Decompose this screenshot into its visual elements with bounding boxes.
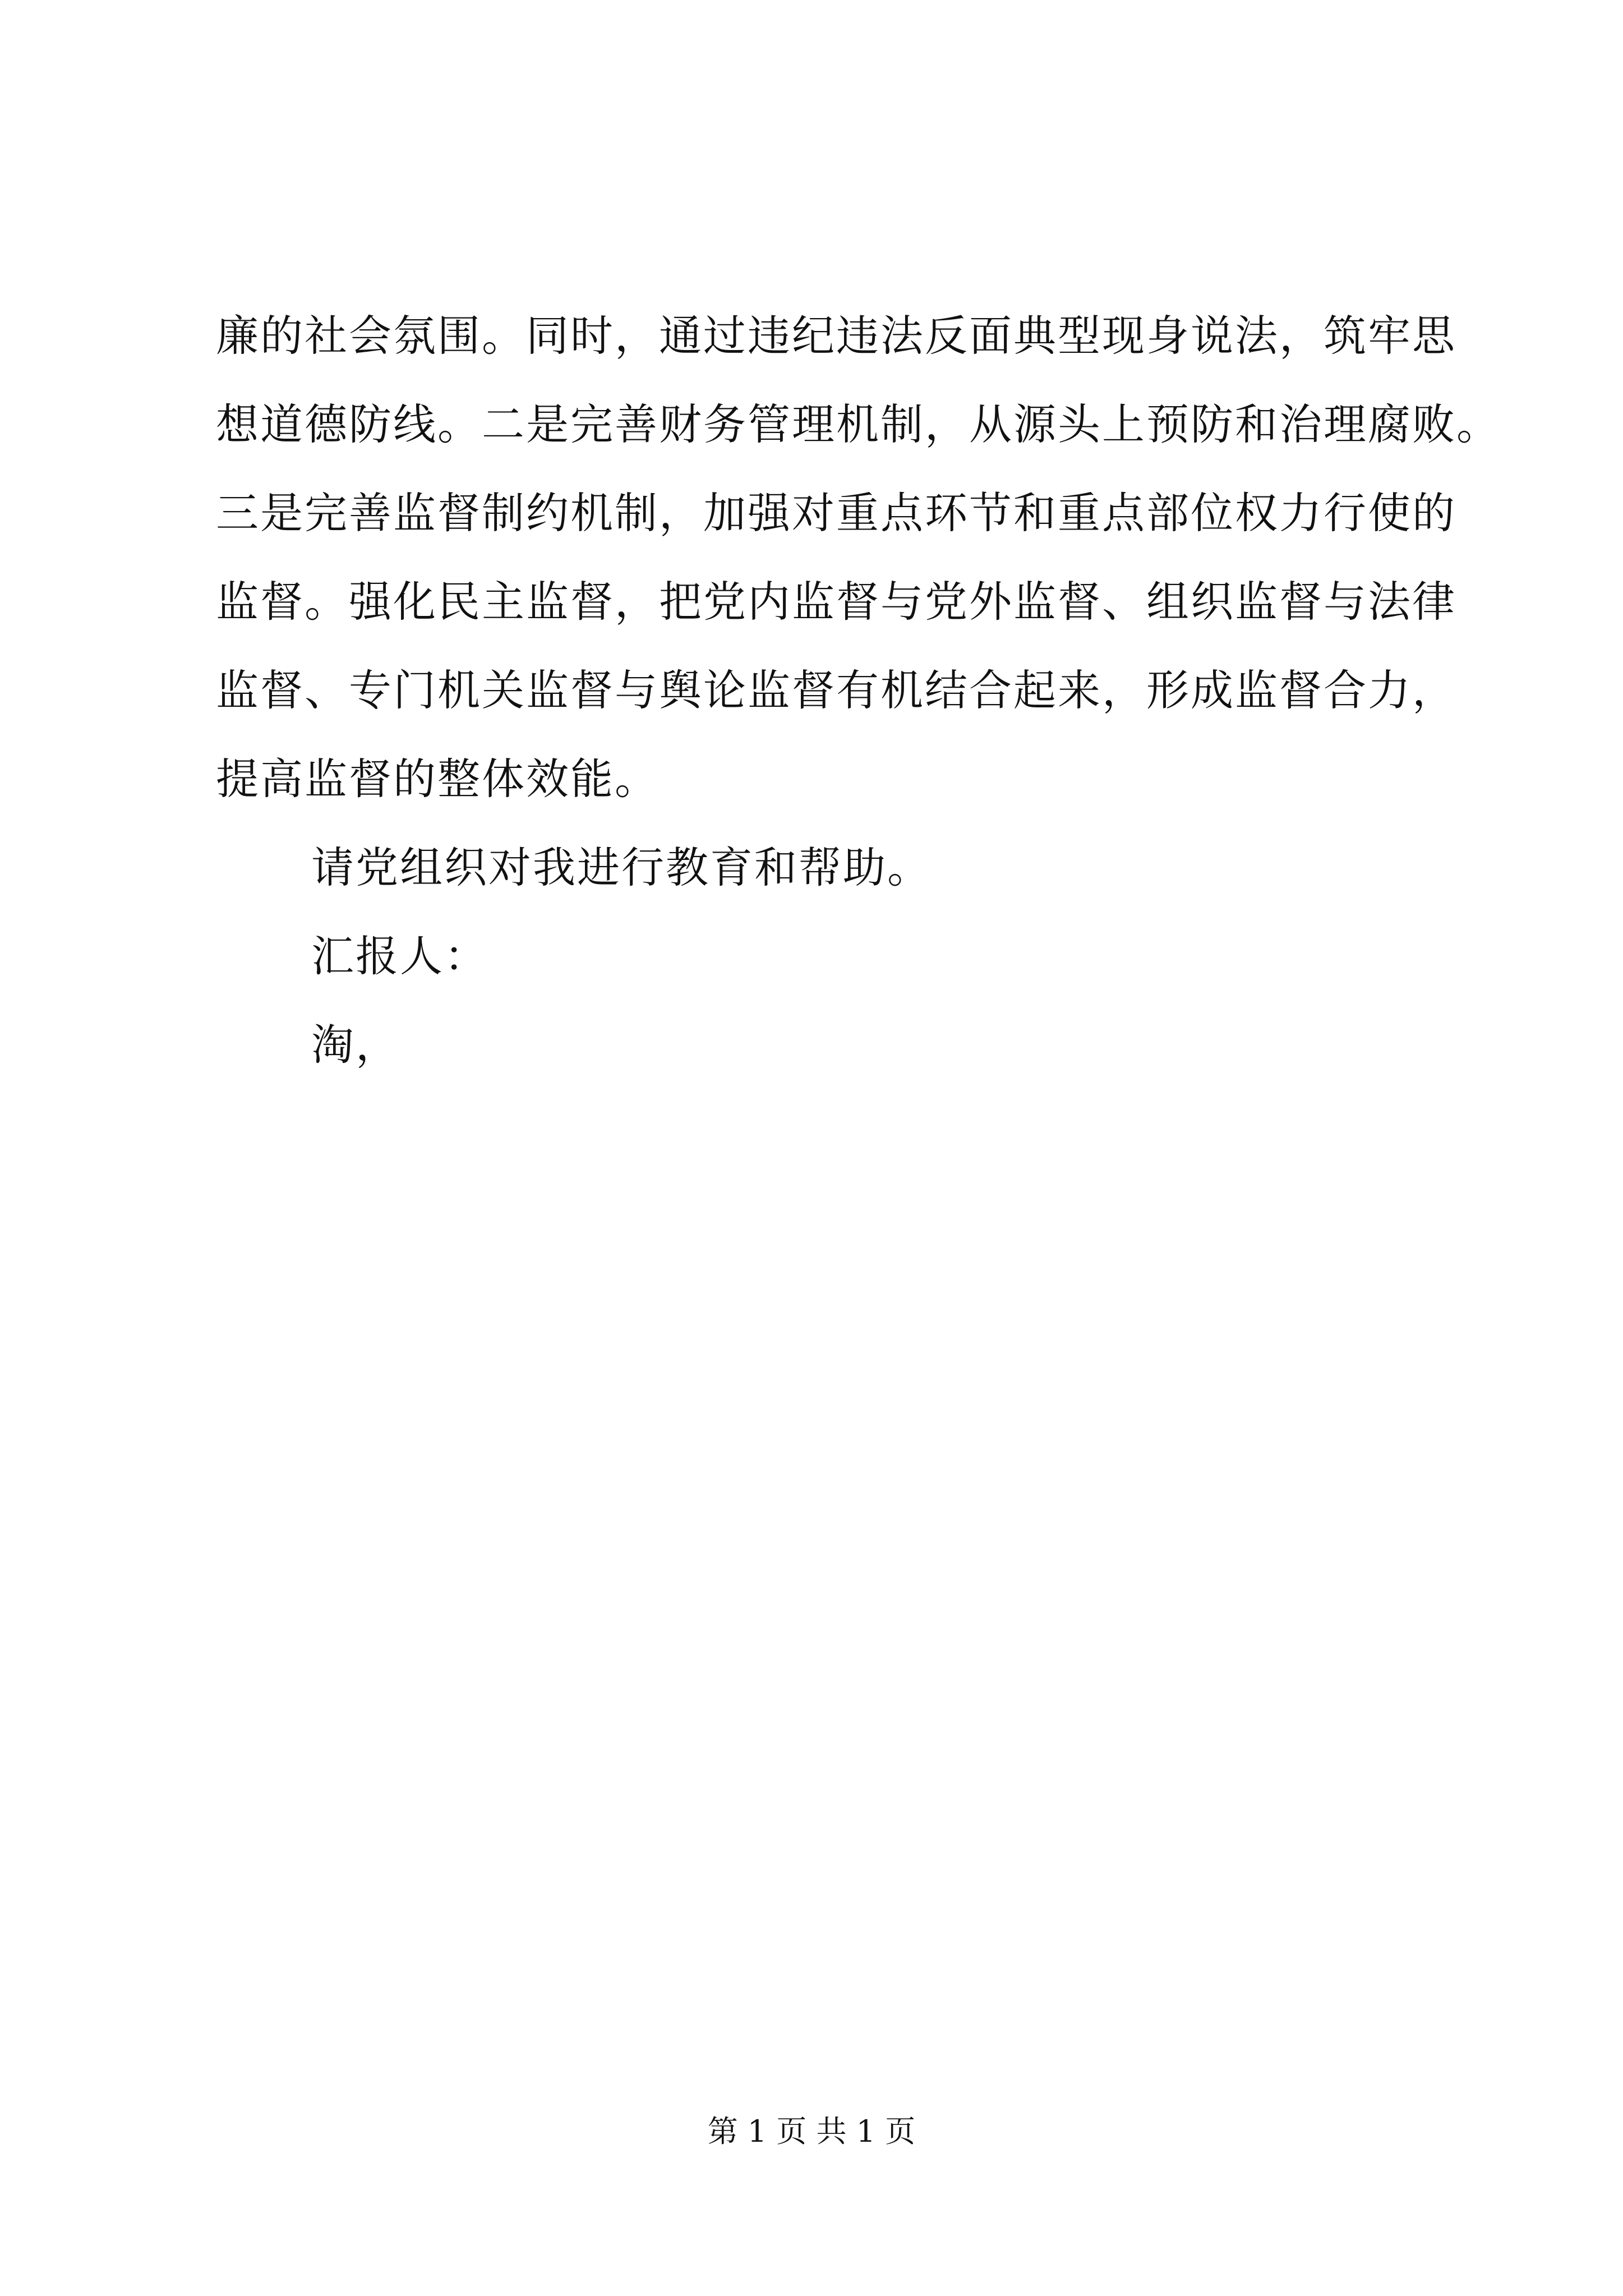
body-line-6: 提高监督的整体效能。 xyxy=(216,754,659,804)
body-line-1: 廉的社会氛围。同时，通过违纪违法反面典型现身说法，筑牢思 xyxy=(216,311,1456,361)
body-line-5: 监督、专门机关监督与舆论监督有机结合起来，形成监督合力， xyxy=(216,665,1456,715)
closing-fragment: 淘， xyxy=(311,1020,400,1070)
reporter-label: 汇报人： xyxy=(311,931,488,981)
body-line-2: 想道德防线。二是完善财务管理机制，从源头上预防和治理腐败。 xyxy=(216,399,1501,449)
page-footer: 第 1 页 共 1 页 xyxy=(707,2114,916,2149)
body-line-4: 监督。强化民主监督，把党内监督与党外监督、组织监督与法律 xyxy=(216,577,1456,627)
request-paragraph: 请党组织对我进行教育和帮助。 xyxy=(311,843,932,892)
document-body xyxy=(216,292,1501,1089)
body-line-3: 三是完善监督制约机制，加强对重点环节和重点部位权力行使的 xyxy=(216,488,1456,538)
